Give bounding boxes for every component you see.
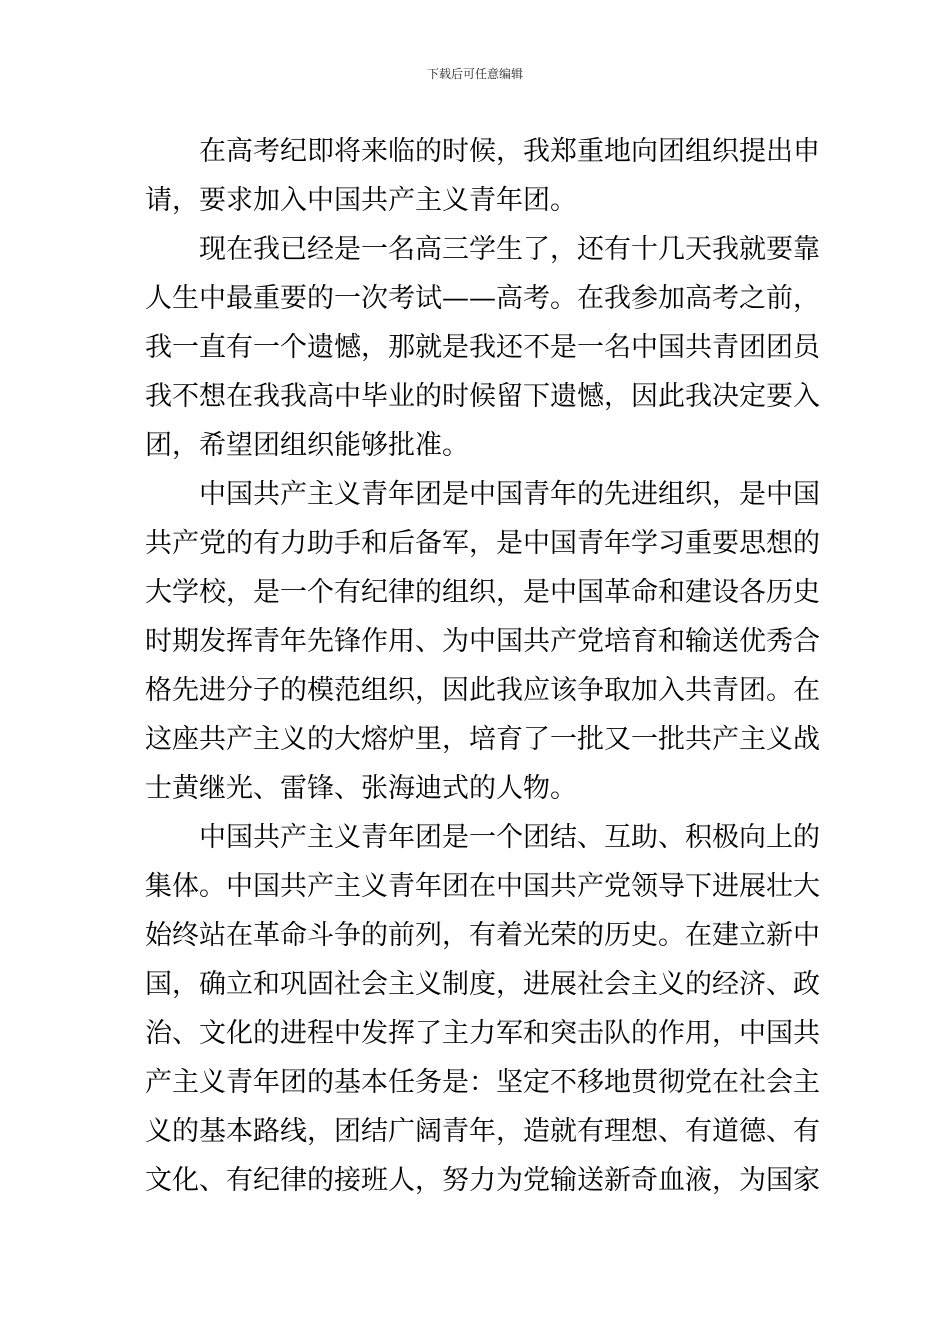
- paragraph-3-line-7: 士黄继光、雷锋、张海迪式的人物。: [145, 773, 577, 804]
- paragraph-2-line-5: 团，希望团组织能够批准。: [145, 430, 469, 461]
- paragraph-3-line-4: 时期发挥青年先锋作用、为中国共产党培育和输送优秀合: [145, 626, 820, 657]
- paragraph-4-line-3: 始终站在革命斗争的前列，有着光荣的历史。在建立新中: [145, 920, 820, 951]
- paragraph-1-line-2: 请，要求加入中国共产主义青年团。: [145, 185, 577, 216]
- paragraph-3-line-3: 大学校，是一个有纪律的组织，是中国革命和建设各历史: [145, 577, 820, 608]
- paragraph-4-line-2: 集体。中国共产主义青年团在中国共产党领导下进展壮大: [145, 871, 820, 902]
- paragraph-4-line-8: 文化、有纪律的接班人，努力为党输送新奇血液，为国家: [145, 1165, 820, 1196]
- paragraph-2-line-1: 现在我已经是一名高三学生了，还有十几天我就要靠: [199, 234, 820, 265]
- paragraph-4-line-5: 治、文化的进程中发挥了主力军和突击队的作用，中国共: [145, 1018, 820, 1049]
- paragraph-4-line-4: 国，确立和巩固社会主义制度，进展社会主义的经济、政: [145, 969, 820, 1000]
- paragraph-3-line-2: 共产党的有力助手和后备军，是中国青年学习重要思想的: [145, 528, 820, 559]
- paragraph-2-line-2: 人生中最重要的一次考试——高考。在我参加高考之前，: [145, 283, 820, 314]
- paragraph-3-line-5: 格先进分子的模范组织，因此我应该争取加入共青团。在: [145, 675, 820, 706]
- paragraph-1-line-1: 在高考纪即将来临的时候，我郑重地向团组织提出申: [199, 136, 820, 167]
- paragraph-3-line-6: 这座共产主义的大熔炉里，培育了一批又一批共产主义战: [145, 724, 820, 755]
- paragraph-4-line-7: 义的基本路线，团结广阔青年，造就有理想、有道德、有: [145, 1116, 820, 1147]
- paragraph-4-line-1: 中国共产主义青年团是一个团结、互助、积极向上的: [199, 822, 820, 853]
- page-header: 下载后可任意编辑: [426, 67, 523, 81]
- paragraph-4-line-6: 产主义青年团的基本任务是：坚定不移地贯彻党在社会主: [145, 1067, 820, 1098]
- paragraph-2-line-3: 我一直有一个遗憾，那就是我还不是一名中国共青团团员: [145, 332, 820, 363]
- document-body: [145, 127, 820, 1205]
- paragraph-3-line-1: 中国共产主义青年团是中国青年的先进组织，是中国: [199, 479, 820, 510]
- paragraph-2-line-4: 我不想在我我高中毕业的时候留下遗憾，因此我决定要入: [145, 381, 820, 412]
